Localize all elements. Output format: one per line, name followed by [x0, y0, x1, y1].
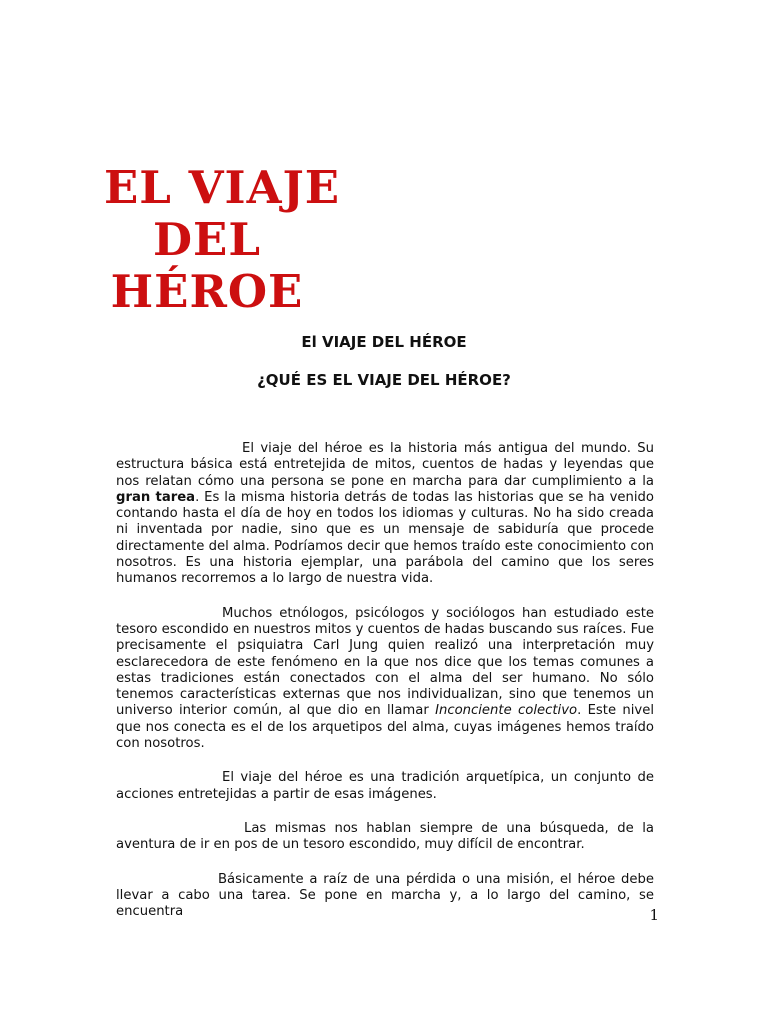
paragraph-3: El viaje del héroe es una tradición arquetípica, un conjunto de acciones entretejidas a partir de esas imágenes. — [116, 770, 654, 802]
title-logo — [104, 161, 341, 318]
logo-line-2: DEL — [153, 213, 261, 266]
paragraph-5: Básicamente a raíz de una pérdida o una misión, el héroe debe llevar a cabo una tarea. Se pone en marcha y, a lo largo del camino, se encuentra — [116, 871, 654, 920]
logo-line-3: HÉROE — [110, 265, 304, 318]
logo-line-1: EL VIAJE — [104, 161, 341, 214]
document-body — [116, 441, 654, 938]
page-number: 1 — [649, 906, 659, 924]
paragraph-1: El viaje del héroe es la historia más antigua del mundo. Su estructura básica está entretejida de mitos, cuentos de hadas y leyendas que nos relatan cómo una persona se pone en marcha para dar cumplimiento a la gran tarea. Es la misma historia detrás de todas las historias que se ha venido contando hasta el día de hoy en todos los idiomas y culturas. No ha sido creada ni inventada por nadie, sino que es un mensaje de sabiduría que procede directamente del alma. Podríamos decir que hemos traído este conocimiento con nosotros. Es una historia ejemplar, una parábola del camino que los seres humanos recorremos a lo largo de nuestra vida. — [116, 441, 654, 587]
document-title: El VIAJE DEL HÉROE — [301, 333, 467, 351]
paragraph-4: Las mismas nos hablan siempre de una búsqueda, de la aventura de ir en pos de un tesoro escondido, muy difícil de encontrar. — [116, 820, 654, 853]
document-subtitle: ¿QUÉ ES EL VIAJE DEL HÉROE? — [257, 371, 511, 389]
paragraph-2: Muchos etnólogos, psicólogos y sociólogos han estudiado este tesoro escondido en nuestros mitos y cuentos de hadas buscando sus raíces. Fue precisamente el psiquiatra Carl Jung quien realizó una interpretación muy esclarecedora de este fenómeno en la que nos dice que los temas comunes a estas tradiciones están conectados con el alma del ser humano. No sólo tenemos características externas que nos individualizan, sino que tenemos un universo interior común, al que dio en llamar Inconciente colectivo. Este nivel que nos conecta es el de los arquetipos del alma, cuyas imágenes hemos traído con nosotros. — [116, 605, 654, 752]
